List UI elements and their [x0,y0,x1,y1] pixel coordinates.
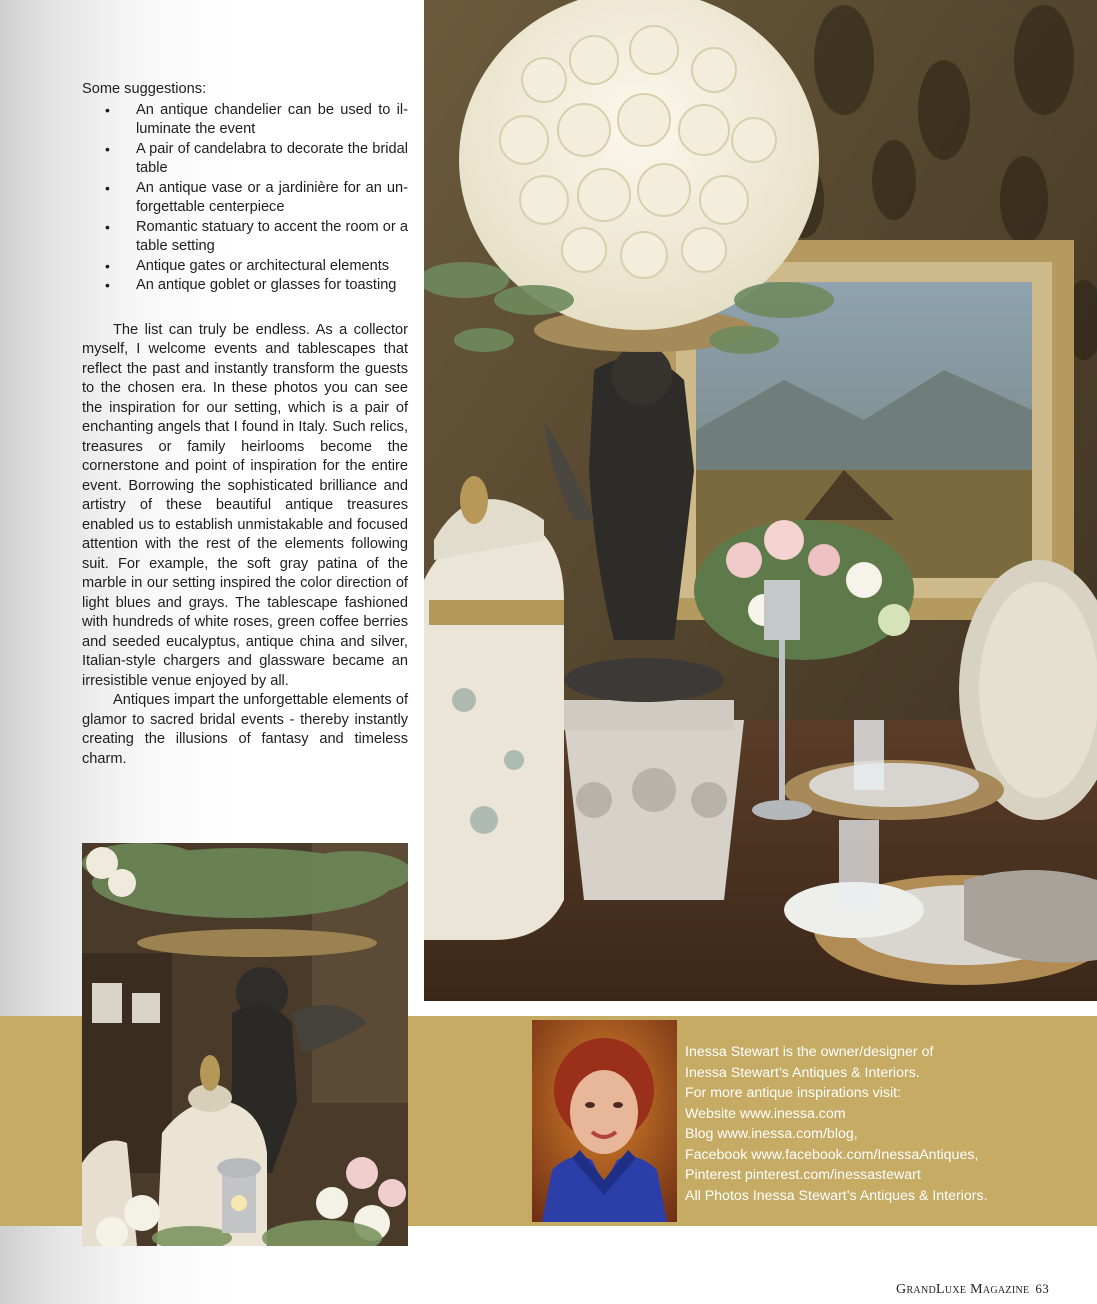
list-item [82,140,408,179]
suggestion-text: A pair of candelabra to decorate the bridal table [136,140,408,176]
bullet-icon: • [105,257,110,274]
main-photo-centerpiece [424,0,1097,1001]
suggestion-text: Antique gates or architectural elements [136,257,390,274]
suggestion-text: Romantic statuary to accent the room or a table setting [136,218,408,254]
bullet-icon: • [105,277,110,293]
magazine-name: GrandLuxe Magazine [896,1282,1030,1297]
author-portrait [532,1020,677,1222]
body-paragraph-2: Antiques impart the unforgettable elements of glamor to sacred bridal events - thereby instantly creating the illusions of fantasy and timeless charm. [82,692,408,767]
bio-facebook[interactable]: Facebook www.facebook.com/InessaAntiques, [685,1146,979,1163]
page-number: 63 [1035,1281,1049,1296]
bio-line: Inessa Stewart is the owner/designer of [685,1044,934,1060]
suggestion-text: An antique chandelier can be used to il-luminate the event [136,101,408,137]
bio-blog[interactable]: Blog www.inessa.com/blog, [685,1126,858,1142]
list-item [82,101,408,140]
bullet-icon: • [105,101,110,118]
body-paragraph-1: The list can truly be endless. As a collector myself, I welcome events and tablescapes that reflect the past and instantly transform the guests to the chosen era. In these photos you can see the inspiration for our setting, which is a pair of enchanting angels that I found in Italy. Such relics, treasures or family heirlooms become the cornerstone and point of inspiration for the entire event. Borrowing the sophisticated brilliance and artistry of these beautiful antique treasures enabled us to establish unmistakable and focused attention with the rest of the elements following suit. For example, the soft gray patina of the marble in our setting inspired the color direction of light blues and grays. The tablescape fashioned with hundreds of white roses, green coffee berries and seeded eucalyptus, antique china and silver, Italian-style chargers and glassware became an irresistible venue enjoyed by all. [82,321,408,689]
bullet-icon: • [105,140,110,157]
list-item [82,257,408,277]
page-footer [896,1281,1049,1298]
bio-website[interactable]: Website www.inessa.com [685,1105,846,1122]
bio-photo-credit: All Photos Inessa Stewart’s Antiques & Interiors. [685,1187,988,1204]
suggestion-text: An antique vase or a jardinière for an un-forgettable centerpiece [136,179,408,215]
author-bio [685,1042,1085,1206]
bullet-icon: • [105,179,110,196]
bio-line: For more antique inspirations visit: [685,1085,902,1101]
suggestion-text: An antique goblet or glasses for toasting [136,277,397,293]
list-item [82,218,408,257]
list-item [82,179,408,218]
bio-line: Inessa Stewart’s Antiques & Interiors. [685,1064,920,1081]
bullet-icon: • [105,218,110,235]
list-item [82,276,408,296]
article-text [82,80,408,769]
suggestions-intro: Some suggestions: [82,81,207,97]
detail-photo-cherub [82,843,408,1246]
bio-pinterest[interactable]: Pinterest pinterest.com/inessastewart [685,1167,921,1183]
suggestions-list [82,101,408,296]
